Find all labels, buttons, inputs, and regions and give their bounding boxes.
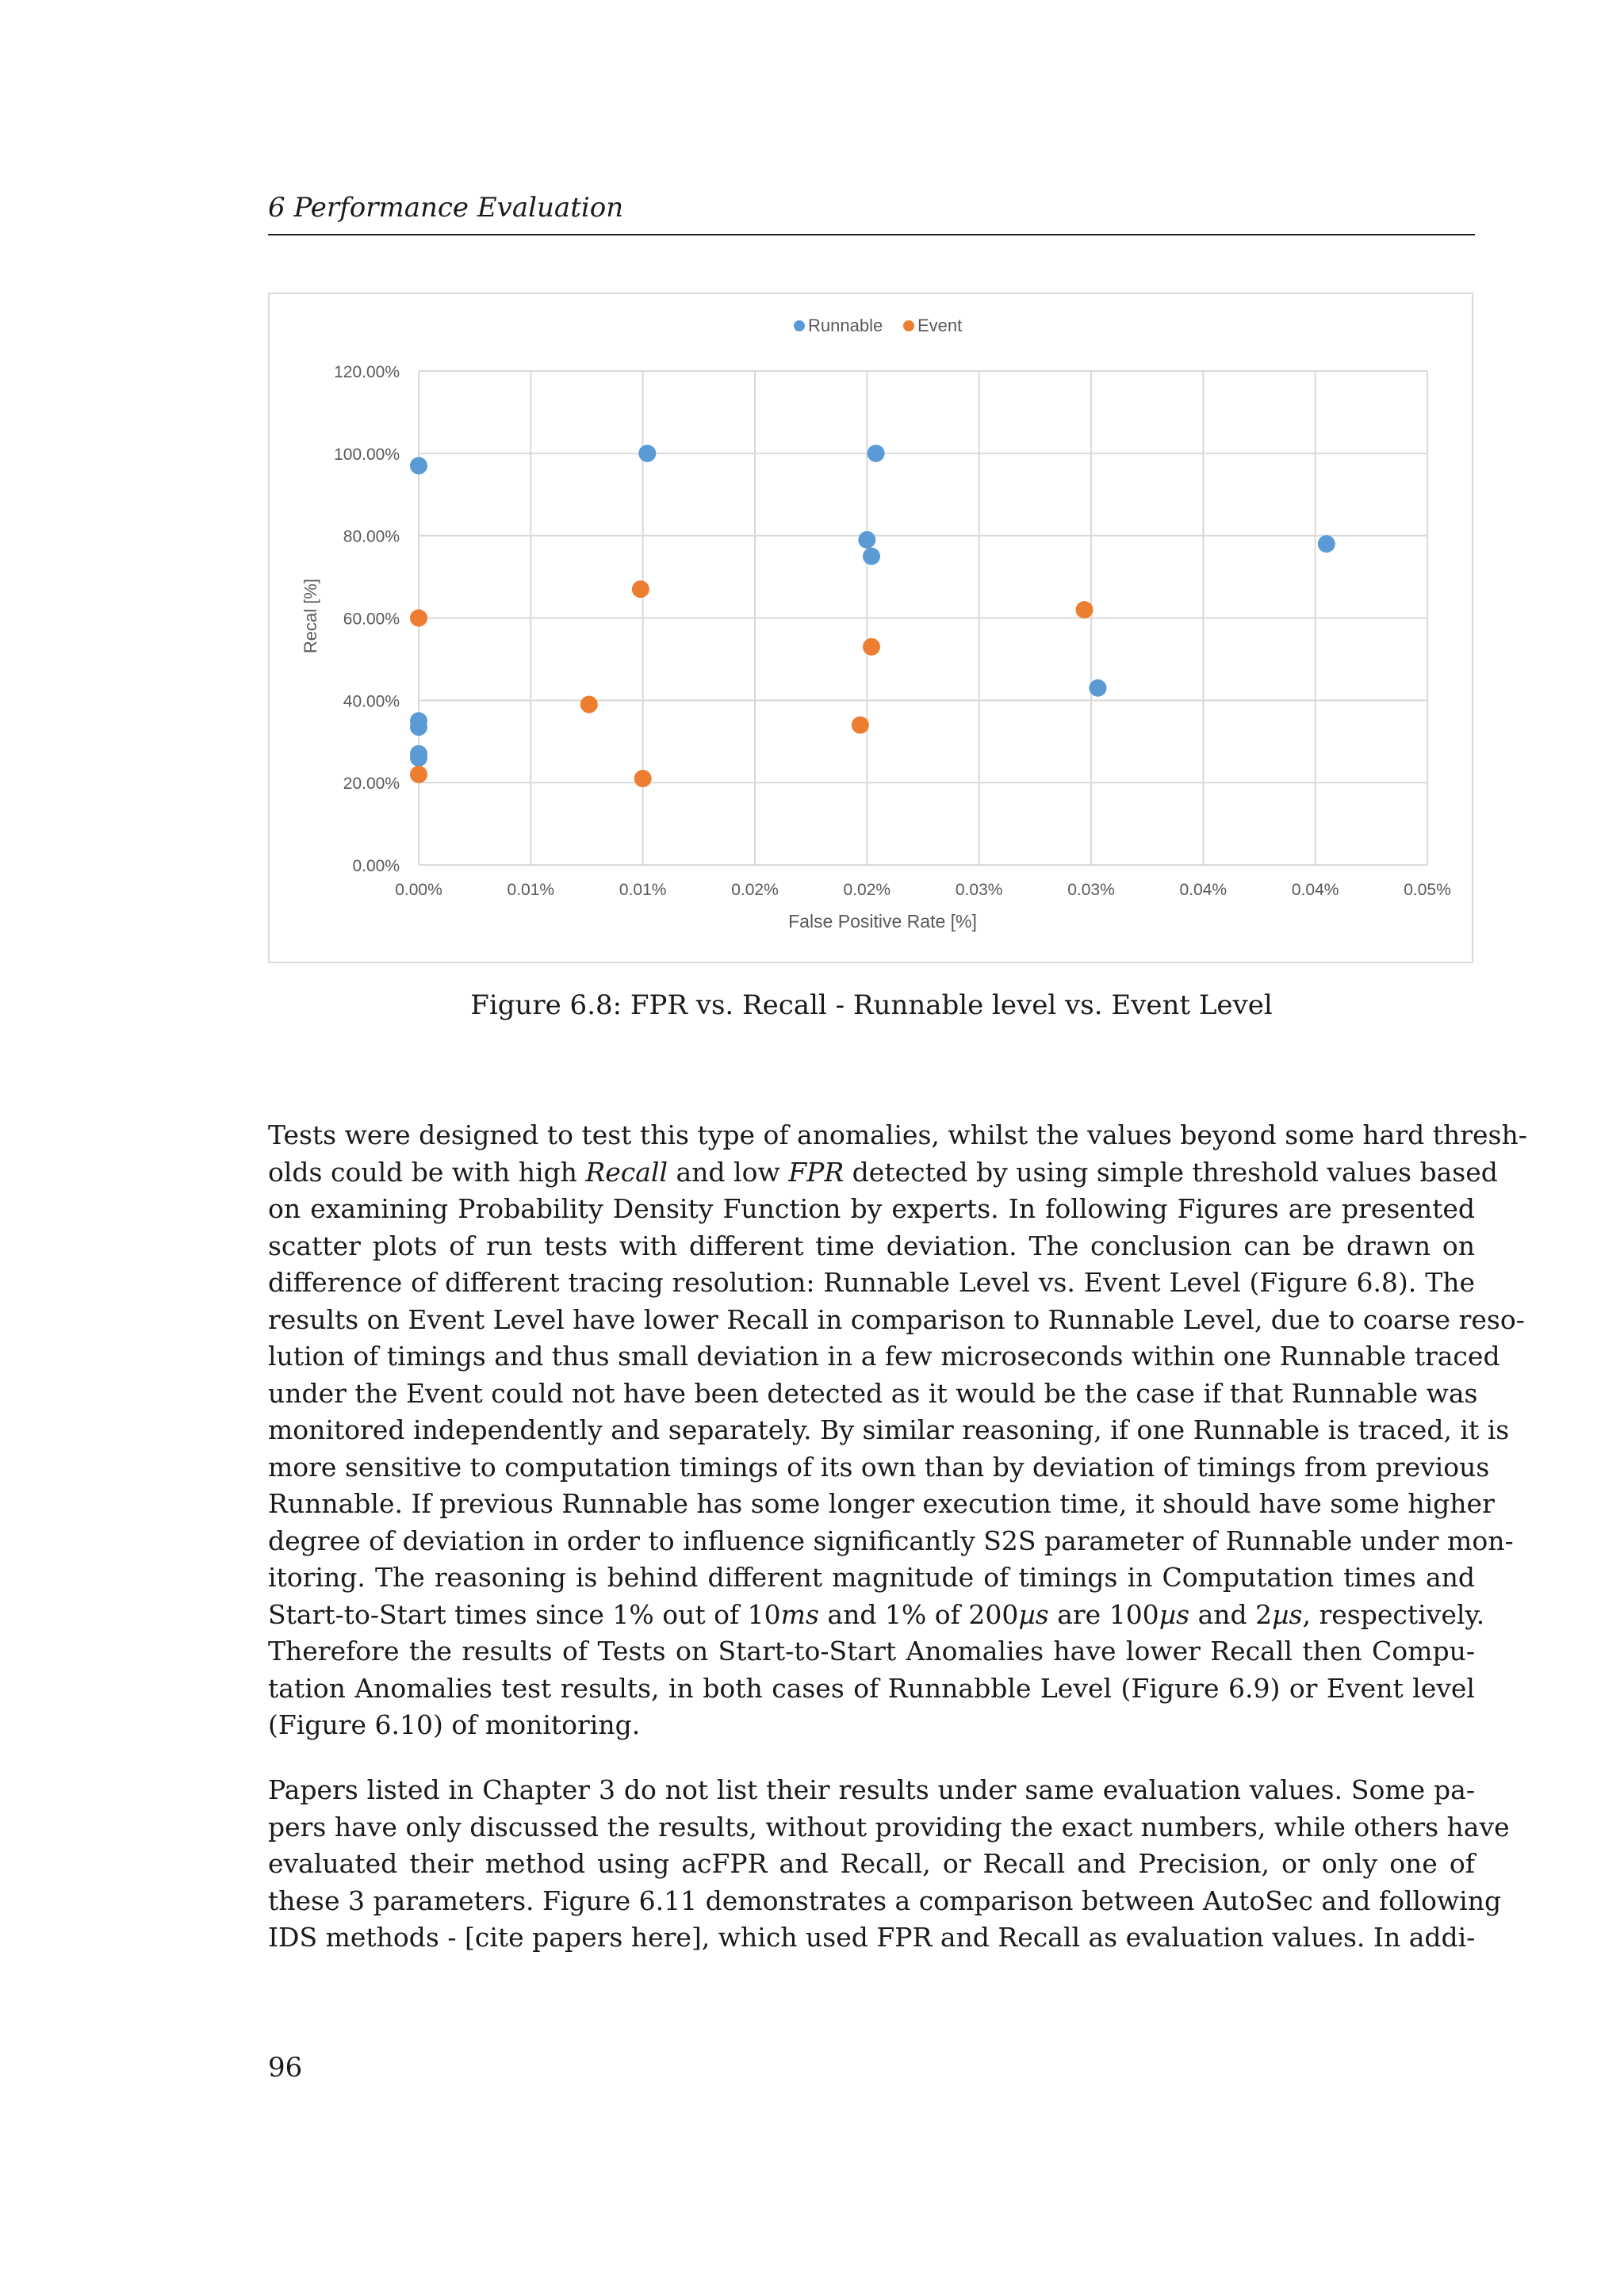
body-paragraph-1 bbox=[268, 1117, 1527, 1744]
y-tick-label: 100.00% bbox=[334, 445, 400, 464]
x-tick-label: 0.02% bbox=[843, 881, 891, 899]
text-line: (Figure 6.10) of monitoring. bbox=[268, 1709, 641, 1740]
legend-item bbox=[903, 316, 962, 335]
data-point-event bbox=[410, 610, 427, 627]
data-point-event bbox=[632, 580, 649, 598]
data-point-runnable bbox=[410, 749, 427, 767]
x-tick-label: 0.04% bbox=[1179, 881, 1228, 899]
data-point-runnable bbox=[638, 445, 656, 462]
text-line: Papers listed in Chapter 3 do not list their results under same evaluation values. Some pa- bbox=[268, 1774, 1475, 1805]
body-paragraph-2 bbox=[268, 1772, 1510, 1957]
data-points bbox=[410, 445, 1335, 787]
text-line: pers have only discussed the results, without providing the exact numbers, while others have bbox=[268, 1811, 1510, 1843]
data-point-event bbox=[410, 766, 427, 783]
text-line: Therefore the results of Tests on Start-to-Start Anomalies have lower Recall then Compu- bbox=[268, 1636, 1475, 1667]
figure-caption: Figure 6.8: FPR vs. Recall - Runnable level vs. Event Level bbox=[470, 989, 1273, 1021]
x-tick-label: 0.04% bbox=[1291, 881, 1339, 899]
text-line: degree of deviation in order to influence significantly S2S parameter of Runnable under mon- bbox=[268, 1525, 1514, 1556]
text-line: Runnable. If previous Runnable has some longer execution time, it should have some higher bbox=[268, 1488, 1495, 1519]
data-point-event bbox=[634, 770, 652, 787]
data-point-event bbox=[863, 638, 880, 656]
text-line: itoring. The reasoning is behind different magnitude of timings in Computation times and bbox=[268, 1562, 1475, 1593]
text-line: IDS methods - [cite papers here], which used FPR and Recall as evaluation values. In addi- bbox=[268, 1922, 1476, 1953]
text-line: these 3 parameters. Figure 6.11 demonstrates a comparison between AutoSec and following bbox=[268, 1885, 1502, 1916]
legend-label: Event bbox=[917, 316, 963, 335]
x-tick-label: 0.02% bbox=[731, 881, 779, 899]
header-rule bbox=[268, 234, 1475, 235]
x-tick-label: 0.03% bbox=[955, 881, 1003, 899]
data-point-runnable bbox=[863, 548, 880, 565]
figure-chart bbox=[268, 293, 1473, 963]
legend-marker bbox=[794, 320, 805, 331]
text-line: monitored independently and separately. By similar reasoning, if one Runnable is traced, it is bbox=[268, 1414, 1510, 1445]
data-point-runnable bbox=[410, 718, 427, 736]
legend-label: Runnable bbox=[808, 316, 883, 335]
text-line: evaluated their method using acFPR and Recall, or Recall and Precision, or only one of bbox=[268, 1848, 1475, 1879]
legend-marker bbox=[903, 320, 914, 331]
text-line: Start-to-Start times since 1% out of 10ms and 1% of 200µs are 100µs and 2µs, respectively. bbox=[268, 1598, 1485, 1630]
legend-item bbox=[794, 316, 883, 335]
page-number: 96 bbox=[268, 2052, 303, 2084]
y-tick-label: 60.00% bbox=[343, 610, 400, 629]
text-line: difference of different tracing resolution: Runnable Level vs. Event Level (Figure 6.8). The bbox=[268, 1267, 1475, 1298]
x-tick-label: 0.00% bbox=[395, 881, 442, 899]
data-point-runnable bbox=[868, 445, 885, 462]
x-tick-label: 0.03% bbox=[1067, 881, 1115, 899]
y-tick-labels bbox=[334, 363, 400, 875]
y-tick-label: 120.00% bbox=[334, 363, 400, 381]
text-line: under the Event could not have been detected as it would be the case if that Runnable was bbox=[268, 1377, 1478, 1409]
y-axis-label: Recal [%] bbox=[301, 578, 320, 654]
data-point-event bbox=[580, 696, 598, 714]
scatter-chart bbox=[270, 294, 1472, 962]
text-line: more sensitive to computation timings of its own than by deviation of timings from previous bbox=[268, 1451, 1490, 1483]
text-line: tation Anomalies test results, in both cases of Runnabble Level (Figure 6.9) or Event level bbox=[268, 1672, 1475, 1704]
text-line: scatter plots of run tests with different time deviation. The conclusion can be drawn on bbox=[268, 1230, 1475, 1261]
data-point-event bbox=[1076, 601, 1094, 618]
chart-legend bbox=[794, 316, 962, 335]
text-line: olds could be with high Recall and low FPR detected by using simple threshold values based bbox=[268, 1156, 1498, 1188]
data-point-runnable bbox=[1318, 535, 1335, 553]
x-axis-label: False Positive Rate [%] bbox=[788, 911, 977, 932]
data-point-event bbox=[852, 716, 869, 733]
data-point-runnable bbox=[410, 457, 427, 474]
x-tick-label: 0.01% bbox=[619, 881, 667, 899]
y-tick-label: 20.00% bbox=[343, 775, 400, 794]
text-line: results on Event Level have lower Recall in comparison to Runnable Level, due to coarse reso- bbox=[268, 1303, 1525, 1335]
running-head: 6 Performance Evaluation bbox=[268, 192, 624, 224]
text-line: lution of timings and thus small deviation in a few microseconds within one Runnable traced bbox=[268, 1341, 1500, 1372]
chart-grid bbox=[419, 371, 1427, 865]
y-tick-label: 0.00% bbox=[352, 857, 400, 875]
x-tick-labels bbox=[395, 881, 1451, 899]
y-tick-label: 80.00% bbox=[343, 527, 400, 546]
x-tick-label: 0.05% bbox=[1404, 881, 1451, 899]
data-point-runnable bbox=[858, 531, 875, 549]
y-tick-label: 40.00% bbox=[343, 692, 400, 711]
data-point-runnable bbox=[1089, 679, 1106, 697]
text-line: Tests were designed to test this type of anomalies, whilst the values beyond some hard thresh- bbox=[268, 1119, 1527, 1150]
text-line: on examining Probability Density Function by experts. In following Figures are presented bbox=[268, 1193, 1475, 1224]
x-tick-label: 0.01% bbox=[507, 881, 555, 899]
